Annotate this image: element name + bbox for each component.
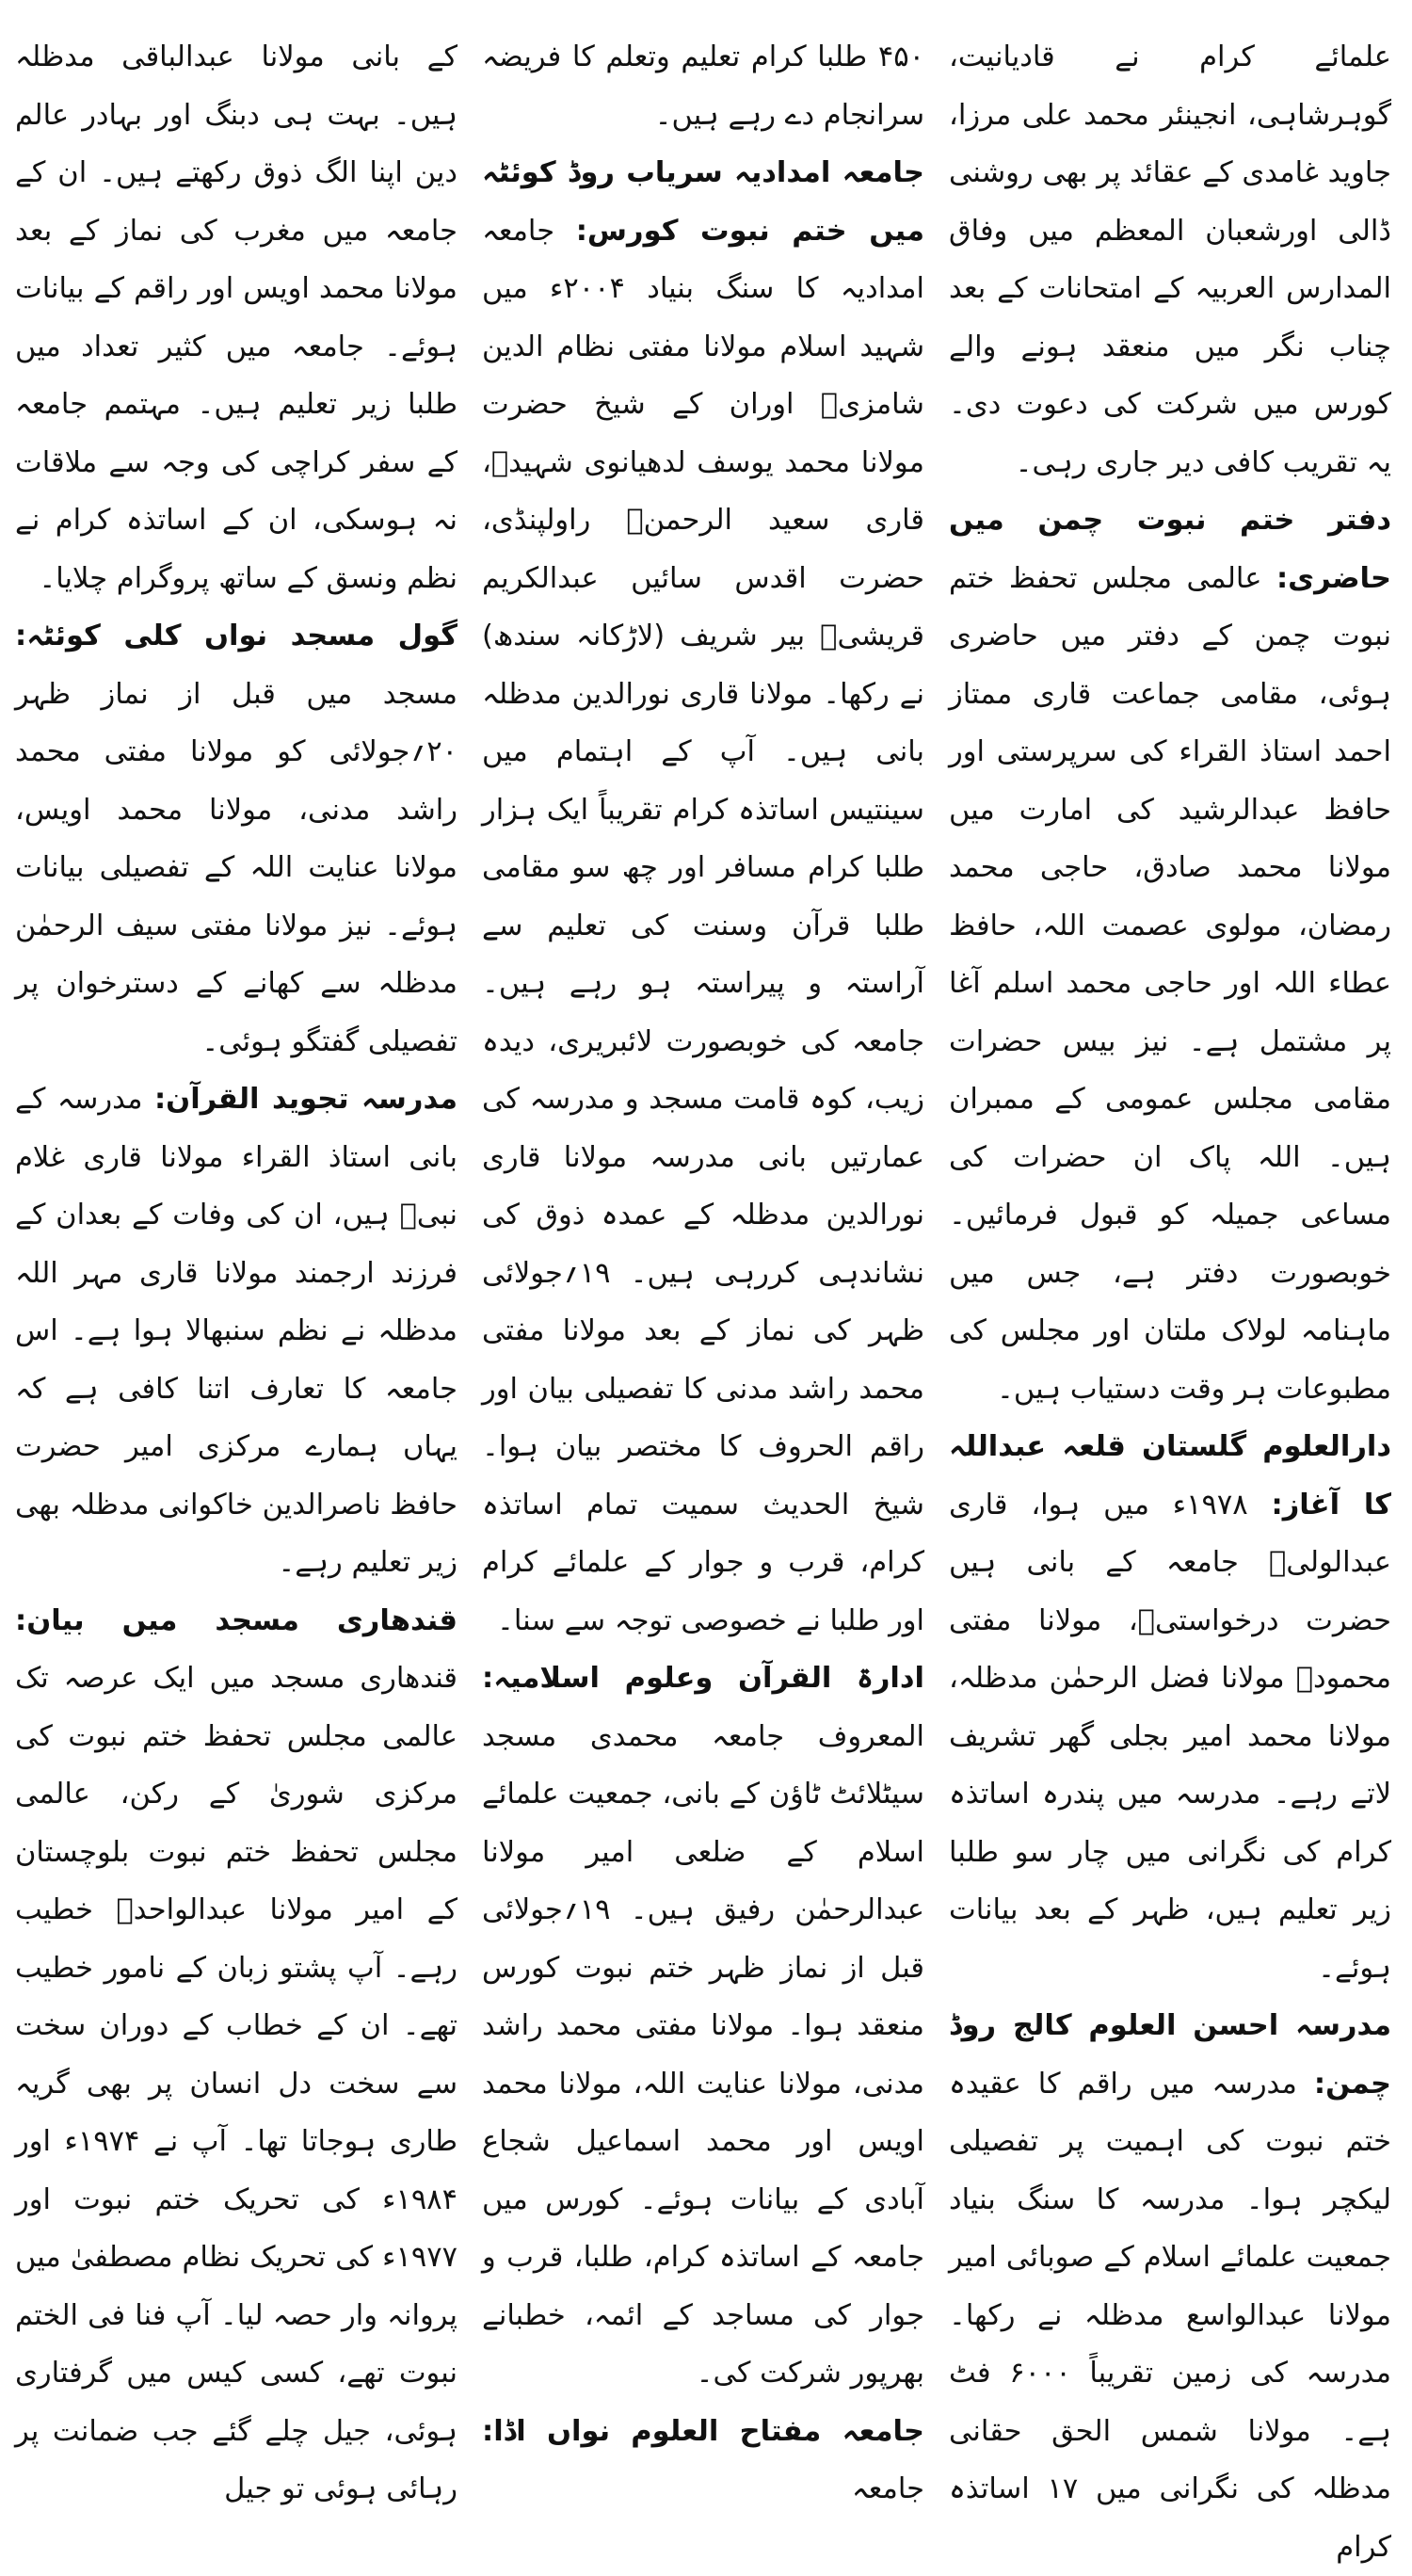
paragraph-text: علمائے کرام نے قادیانیت، گوہرشاہی، انجینئر محمد علی مرزا، جاوید غامدی کے عقائد پر بھی روشنی ڈالی اورشعبان المعظم میں وفاق المدارس العربیہ کے امتحانات کے بعد چناب نگر میں منعقد ہونے والے کورس میں شرکت کی دعوت دی۔ یہ تقریب کافی دیر جاری رہی۔: [949, 40, 1391, 479]
section-heading: دفتر ختم نبوت چمن میں حاضری:: [949, 504, 1391, 595]
section-heading: ادارۃ القرآن وعلوم اسلامیہ:: [482, 1662, 924, 1695]
section-heading: دارالعلوم گلستان قلعہ عبداللہ کا آغاز:: [949, 1430, 1392, 1521]
paragraph: [482, 28, 924, 144]
section-heading: گول مسجد نواں کلی کوئٹہ:: [15, 620, 457, 652]
paragraph: [949, 1997, 1391, 2576]
text-column-right: [949, 28, 1392, 2564]
section-heading: جامعہ مفتاح العلوم نواں اڈا:: [482, 2414, 924, 2448]
paragraph: [482, 1650, 924, 2403]
section-heading: مدرسہ احسن العلوم کالج روڈ چمن:: [949, 2009, 1391, 2101]
paragraph-text: المعروف جامعہ محمدی مسجد سیٹلائٹ ٹاؤن کے بانی، جمعیت علمائے اسلام کے ضلعی امیر مولانا عبدالرحمٰن رفیق ہیں۔ ۱۹؍جولائی قبل از نماز ظہر ختم نبوت کورس منعقد ہوا۔ مولانا مفتی محمد راشد مدنی، مولانا عنایت اللہ، مولانا محمد اویس اور محمد اسماعیل شجاع آبادی کے بیانات ہوئے۔ کورس میں جامعہ کے اساتذہ کرام، طلبا، قرب و جوار کی مساجد کے ائمہ، خطبانے بھرپور شرکت کی۔: [482, 1719, 924, 2390]
paragraph-text: مسجد میں قبل از نماز ظہر ۲۰؍جولائی کو مولانا مفتی محمد راشد مدنی، مولانا محمد اویس، مولانا عنایت اللہ کے تفصیلی بیانات ہوئے۔ نیز مولانا مفتی سیف الرحمٰن مدظلہ سے کھانے کے دسترخوان پر تفصیلی گفتگو ہوئی۔: [15, 677, 457, 1058]
paragraph-text: عالمی مجلس تحفظ ختم نبوت چمن کے دفتر میں حاضری ہوئی، مقامی جماعت قاری ممتاز احمد استاذ القراء کی سرپرستی اور حافظ عبدالرشید کی امارت میں مولانا محمد صادق، حاجی محمد رمضان، مولوی عصمت اللہ، حافظ عطاء اللہ اور حاجی محمد اسلم آغا پر مشتمل ہے۔ نیز بیس حضرات مقامی مجلس عمومی کے ممبران ہیں۔ اللہ پاک ان حضرات کی مساعی جمیلہ کو قبول فرمائیں۔ خوبصورت دفتر ہے، جس میں ماہنامہ لولاک ملتان اور مجلس کی مطبوعات ہر وقت دستیاب ہیں۔: [949, 561, 1391, 1406]
paragraph: [482, 2403, 924, 2519]
section-heading: قندھاری مسجد میں بیان:: [15, 1603, 457, 1637]
paragraph-text: ۴۵۰ طلبا کرام تعلیم وتعلم کا فریضہ سرانجام دے رہے ہیں۔: [482, 40, 924, 132]
section-heading: جامعہ امدادیہ سریاب روڈ کوئٹہ میں ختم نبوت کورس:: [482, 156, 924, 248]
paragraph: [482, 144, 924, 1650]
paragraph: [15, 1071, 457, 1592]
paragraph: [949, 28, 1391, 491]
section-heading: مدرسہ تجوید القرآن:: [153, 1083, 457, 1116]
paragraph-text: جامعہ: [851, 2472, 924, 2505]
paragraph: [15, 1592, 457, 2519]
paragraph-text: مدرسہ کے بانی استاذ القراء مولانا قاری غلام نبیؒ ہیں، ان کی وفات کے بعدان کے فرزند ارجمند مولانا قاری مہر اللہ مدظلہ نے نظم سنبھالا ہوا ہے۔ اس جامعہ کا تعارف اتنا کافی ہے کہ یہاں ہمارے مرکزی امیر حضرت حافظ ناصرالدین خاکوانی مدظلہ بھی زیر تعلیم رہے۔: [15, 1083, 457, 1579]
paragraph: [15, 28, 457, 607]
paragraph-text: مدرسہ میں راقم کا عقیدہ ختم نبوت کی اہمیت پر تفصیلی لیکچر ہوا۔ مدرسہ کا سنگ بنیاد جمعیت علمائے اسلام کے صوبائی امیر مولانا عبدالواسع مدظلہ نے رکھا۔ مدرسہ کی زمین تقریباً ۶۰۰۰ فٹ ہے۔ مولانا شمس الحق حقانی مدظلہ کی نگرانی میں ۱۷ اساتذہ کرام: [949, 2067, 1391, 2564]
paragraph-text: جامعہ امدادیہ کا سنگ بنیاد ۲۰۰۴ء میں شہید اسلام مولانا مفتی نظام الدین شامزیؒ اوران کے شیخ حضرت مولانا محمد یوسف لدھیانوی شہیدؒ، قاری سعید الرحمنؒ راولپنڈی، حضرت اقدس سائیں عبدالکریم قریشیؒ بیر شریف (لاڑکانہ سندھ) نے رکھا۔ مولانا قاری نورالدین مدظلہ بانی ہیں۔ آپ کے اہتمام میں سینتیس اساتذہ کرام تقریباً ایک ہزار طلبا کرام مسافر اور چھ سو مقامی طلبا قرآن وسنت کی تعلیم سے آراستہ و پیراستہ ہو رہے ہیں۔ جامعہ کی خوبصورت لائبریری، دیدہ زیب، کوہ قامت مسجد و مدرسہ کی عمارتیں بانی مدرسہ مولانا قاری نورالدین مدظلہ کے عمدہ ذوق کی نشاندہی کررہی ہیں۔ ۱۹؍جولائی ظہر کی نماز کے بعد مولانا مفتی محمد راشد مدنی کا تفصیلی بیان اور راقم الحروف کا مختصر بیان ہوا۔ شیخ الحدیث سمیت تمام اساتذہ کرام، قرب و جوار کے علمائے کرام اور طلبا نے خصوصی توجہ سے سنا۔: [482, 214, 924, 1637]
paragraph-text: کے بانی مولانا عبدالباقی مدظلہ ہیں۔ بہت ہی دبنگ اور بہادر عالم دین اپنا الگ ذوق رکھتے ہیں۔ ان کے جامعہ میں مغرب کی نماز کے بعد مولانا محمد اویس اور راقم کے بیانات ہوئے۔ جامعہ میں کثیر تعداد میں طلبا زیر تعلیم ہیں۔ مہتمم جامعہ کے سفر کراچی کی وجہ سے ملاقات نہ ہوسکی، ان کے اساتذہ کرام نے نظم ونسق کے ساتھ پروگرام چلایا۔: [15, 40, 457, 595]
paragraph: [949, 1418, 1391, 1997]
paragraph-text: ۱۹۷۸ء میں ہوا، قاری عبدالولیؒ جامعہ کے بانی ہیں حضرت درخواستیؒ، مولانا مفتی محمودؒ مولانا فضل الرحمٰن مدظلہ، مولانا محمد امیر بجلی گھر تشریف لاتے رہے۔ مدرسہ میں پندرہ اساتذہ کرام کی نگرانی میں چار سو طلبا زیر تعلیم ہیں، ظہر کے بعد بیانات ہوئے۔: [949, 1488, 1391, 1985]
paragraph-text: قندھاری مسجد میں ایک عرصہ تک عالمی مجلس تحفظ ختم نبوت کی مرکزی شوریٰ کے رکن، عالمی مجلس تحفظ ختم نبوت بلوچستان کے امیر مولانا عبدالواحدؒ خطیب رہے۔ آپ پشتو زبان کے نامور خطیب تھے۔ ان کے خطاب کے دوران سخت سے سخت دل انسان پر بھی گریہ طاری ہوجاتا تھا۔ آپ نے ۱۹۷۴ء اور ۱۹۸۴ء کی تحریک ختم نبوت اور ۱۹۷۷ء کی تحریک نظام مصطفیٰ میں پروانہ وار حصہ لیا۔ آپ فنا فی الختم نبوت تھے، کسی کیس میں گرفتاری ہوئی، جیل چلے گئے جب ضمانت پر رہائی ہوئی تو جیل: [15, 1662, 457, 2505]
text-column-left: [15, 28, 457, 2505]
text-column-middle: [482, 28, 924, 2505]
paragraph: [15, 607, 457, 1071]
paragraph: [949, 491, 1391, 1418]
